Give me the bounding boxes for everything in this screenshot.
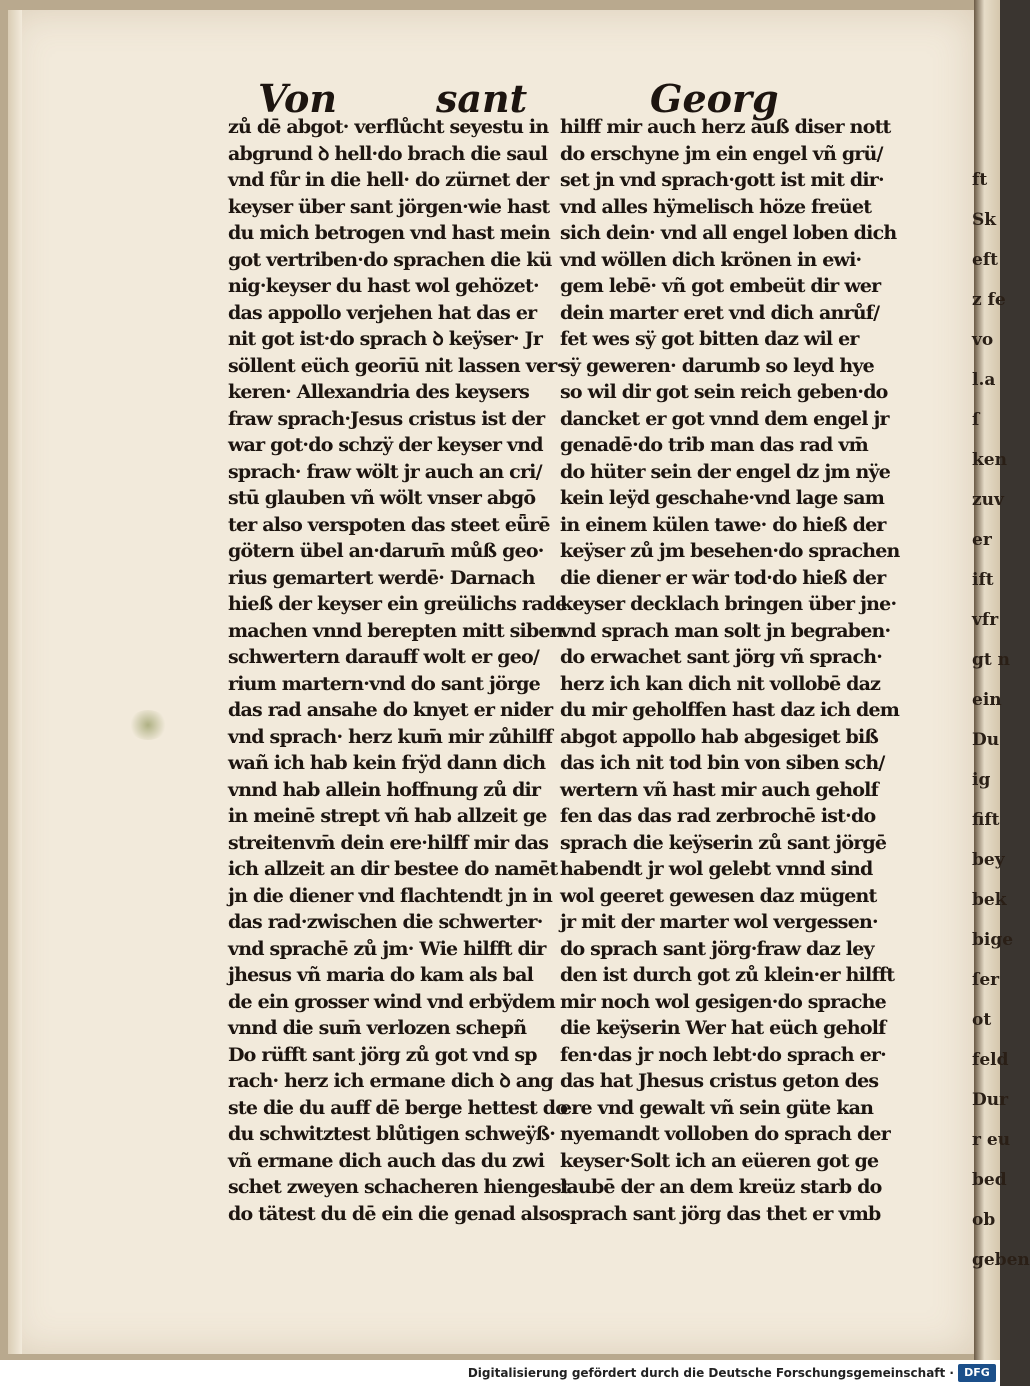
right-text-column [560, 114, 900, 1227]
page-stain [128, 710, 168, 740]
facing-page-fragment: bed [972, 1170, 1007, 1190]
facing-page-fragment: gt n [972, 650, 1011, 670]
right-column-line: sprach die keÿserin zů sant jörgē [560, 831, 887, 854]
right-column-line: herz ich kan dich nit vollobē daz [560, 672, 881, 695]
right-column-line: das hat Jhesus cristus geton des [560, 1070, 879, 1092]
left-column-line: nig·keyser du hast wol gehözet· [228, 275, 539, 297]
right-column-line: keÿser zů jm besehen·do sprachen [560, 540, 900, 562]
right-column-line: wertern vñ hast mir auch geholf [560, 778, 878, 801]
left-column-line: vnnd hab allein hoffnung zů dir [228, 778, 541, 801]
header-word-right: Georg [650, 76, 779, 121]
right-column-line: dancket er got vnnd dem engel jr [560, 407, 889, 430]
right-column-line: sich dein· vnd all engel loben dich [560, 222, 897, 244]
left-column-line: got vertriben·do sprachen die kü [228, 248, 552, 271]
left-column-line: streitenvm̄ dein ere·hilff mir das [228, 831, 549, 854]
right-column-line: vnd alles hÿmelisch höze freüet [560, 195, 872, 218]
facing-page-fragment: ift [972, 570, 994, 590]
right-column-line: sÿ geweren· darumb so leyd hye [560, 354, 874, 377]
right-column-line: die keÿserin Wer hat eüch geholf [560, 1017, 886, 1039]
left-text-column [228, 114, 569, 1227]
right-column-line: die diener er wär tod·do hieß der [560, 566, 886, 589]
left-column-line: zů dē abgot· verflůcht seyestu in [228, 116, 549, 138]
right-column-line: fen·das jr noch lebt·do sprach er· [560, 1043, 886, 1066]
left-column-line: jhesus vñ maria do kam als bal [228, 964, 534, 986]
left-column-line: vnd sprach· herz kum̄ mir zůhilff [228, 725, 553, 748]
facing-page-fragment: ſ [972, 410, 980, 430]
right-column-line: so wil dir got sein reich geben·do [560, 381, 888, 403]
facing-page-edge [972, 0, 1030, 1360]
left-column-line: du mich betrogen vnd hast mein [228, 222, 550, 244]
left-column-line: rium martern·vnd do sant jörge [228, 672, 540, 695]
right-column-line: dein marter eret vnd dich anrůf/ [560, 301, 880, 324]
facing-page-fragment: z fe [972, 290, 1006, 310]
left-column-line: rius gemartert werdē· Darnach [228, 566, 535, 589]
right-column-line: du mir geholffen hast daz ich dem [560, 699, 900, 721]
left-column-line: wañ ich hab kein frÿd dann dich [228, 752, 546, 774]
left-column-line: hieß der keyser ein greülichs rade [228, 593, 567, 615]
right-column-line: in einem külen tawe· do hieß der [560, 513, 886, 536]
left-column-line: götern übel an·darum̄ můß geo· [228, 540, 544, 562]
facing-page-fragment: ft [972, 170, 988, 190]
left-column-line: vnd sprachē zů jm· Wie hilfft dir [228, 937, 546, 960]
left-column-line: schet zweyen schacheren hiengest [228, 1176, 569, 1198]
facing-page-fragment: ein [972, 690, 1002, 710]
header-word-center: sant [436, 76, 528, 121]
footer-bar [0, 1360, 1000, 1386]
left-column-line: machen vnnd berepten mitt siben [228, 619, 563, 642]
left-column-line: abgrund ꝺ hell·do brach die saul [228, 142, 548, 165]
left-column-line: do tätest du dē ein die genad also [228, 1202, 561, 1225]
dfg-logo-icon: DFG [958, 1364, 996, 1382]
facing-page-fragment: Dur [972, 1090, 1009, 1110]
right-column-line: kein leÿd geschahe·vnd lage sam [560, 487, 885, 509]
right-column-line: laubē der an dem kreüz starb do [560, 1176, 882, 1198]
right-column-line: ere vnd gewalt vñ sein güte kan [560, 1096, 874, 1119]
left-column-line: du schwitztest blůtigen schweÿß· [228, 1123, 556, 1145]
right-column-line: do erschyne jm ein engel vñ grü/ [560, 142, 883, 165]
right-column-line: do erwachet sant jörg vñ sprach· [560, 646, 883, 668]
right-column-line: wol geeret gewesen daz mügent [560, 884, 877, 907]
left-column-line: vnd fůr in die hell· do zürnet der [228, 169, 549, 191]
left-column-line: fraw sprach·Jesus cristus ist der [228, 407, 545, 430]
right-column-line: fen das das rad zerbrochē ist·do [560, 805, 876, 827]
facing-page-fragment: er [972, 530, 992, 550]
left-column-line: vñ ermane dich auch das du zwi [228, 1149, 545, 1172]
left-column-line: söllent eüch georīū nit lassen ver· [228, 354, 563, 377]
left-column-line: vnnd die sum̄ verlozen schepñ [228, 1017, 527, 1039]
right-column-line: sprach sant jörg das thet er vmb [560, 1202, 881, 1225]
left-column-line: in meinē strept vñ hab allzeit ge [228, 805, 547, 827]
right-column-line: das ich nit tod bin von siben sch/ [560, 752, 885, 774]
left-column-line: sprach· fraw wölt jr auch an cri/ [228, 460, 542, 483]
right-column-line: do sprach sant jörg·fraw daz ley [560, 937, 874, 960]
left-column-line: rach· herz ich ermane dich ꝺ ang [228, 1070, 553, 1092]
right-column-line: fet wes sÿ got bitten daz wil er [560, 328, 859, 350]
facing-page-fragment: l.a [972, 370, 996, 390]
right-column-line: gem lebē· vñ got embeüt dir wer [560, 275, 881, 297]
left-column-line: nit got ist·do sprach ꝺ keÿser· Jr [228, 328, 543, 350]
right-column-line: nyemandt volloben do sprach der [560, 1123, 890, 1145]
right-column-line: habendt jr wol gelebt vnnd sind [560, 858, 873, 880]
right-column-line: set jn vnd sprach·gott ist mit dir· [560, 169, 884, 191]
right-column-line: vnd sprach man solt jn begraben· [560, 619, 891, 642]
left-column-line: ich allzeit an dir bestee do namēt [228, 858, 558, 880]
facing-page-fragment: eft [972, 250, 998, 270]
facing-page-fragment: r eu [972, 1130, 1011, 1150]
right-column-line: do hüter sein der engel dz jm nÿe [560, 460, 891, 483]
right-column-line: keyser·Solt ich an eüeren got ge [560, 1149, 879, 1172]
facing-page-fragment: bek [972, 890, 1007, 910]
facing-page-fragment: ot [972, 1010, 992, 1030]
right-column-line: hilff mir auch herz auß diser nott [560, 116, 891, 138]
right-column-line: abgot appollo hab abgesiget biß [560, 725, 879, 748]
left-column-line: das appollo verjehen hat das er [228, 301, 537, 324]
footer-credit: Digitalisierung gefördert durch die Deutsche Forschungsgemeinschaft · [467, 1366, 954, 1380]
left-column-line: stū glauben vñ wölt vnser abgō [228, 487, 536, 509]
left-column-line: schwertern darauff wolt er geo/ [228, 646, 540, 668]
right-column-line: den ist durch got zů klein·er hilfft [560, 964, 895, 986]
left-column-line: das rad·zwischen die schwerter· [228, 911, 543, 933]
left-column-line: das rad ansahe do knyet er nider [228, 699, 553, 721]
facing-page-fragment: ken [972, 450, 1007, 470]
facing-page-fragment: vo [972, 330, 994, 350]
right-column-line: vnd wöllen dich krönen in ewi· [560, 248, 862, 271]
facing-page-fragment: bige [972, 930, 1014, 950]
facing-page-fragment: geben [972, 1250, 1030, 1270]
left-column-line: keren· Allexandria des keysers [228, 381, 530, 403]
facing-page-fragment: ig [972, 770, 991, 790]
facing-page-fragment: vfr [972, 610, 999, 630]
header-word-left: Von [258, 76, 337, 121]
right-column-line: keyser decklach bringen über jne· [560, 593, 897, 615]
facing-page-fragment: bey [972, 850, 1005, 870]
left-column-line: Do rüfft sant jörg zů got vnd sp [228, 1043, 537, 1066]
facing-page-fragment: feld [972, 1050, 1009, 1070]
facing-page-fragment: ob [972, 1210, 996, 1230]
left-column-line: keyser über sant jörgen·wie hast [228, 195, 550, 218]
left-column-line: jn die diener vnd flachtendt jn in [228, 884, 552, 907]
left-column-line: ste die du auff dē berge hettest do [228, 1096, 568, 1119]
left-column-line: war got·do schzÿ der keyser vnd [228, 434, 543, 456]
right-column-line: jr mit der marter wol vergessen· [560, 911, 878, 933]
left-column-line: de ein grosser wind vnd erbÿdem [228, 990, 555, 1013]
facing-page-fragment: Sk [972, 210, 997, 230]
facing-page-fragment: zuv [972, 490, 1004, 510]
right-column-line: genadē·do trib man das rad vm̄ [560, 434, 868, 456]
facing-page-fragment: ſer [972, 970, 1000, 990]
facing-page-fragment: fift [972, 810, 1000, 830]
left-column-line: ter also verspoten das steet eǖrē [228, 513, 550, 536]
right-column-line: mir noch wol gesigen·do sprache [560, 990, 886, 1013]
facing-page-fragment: Du [972, 730, 1000, 750]
